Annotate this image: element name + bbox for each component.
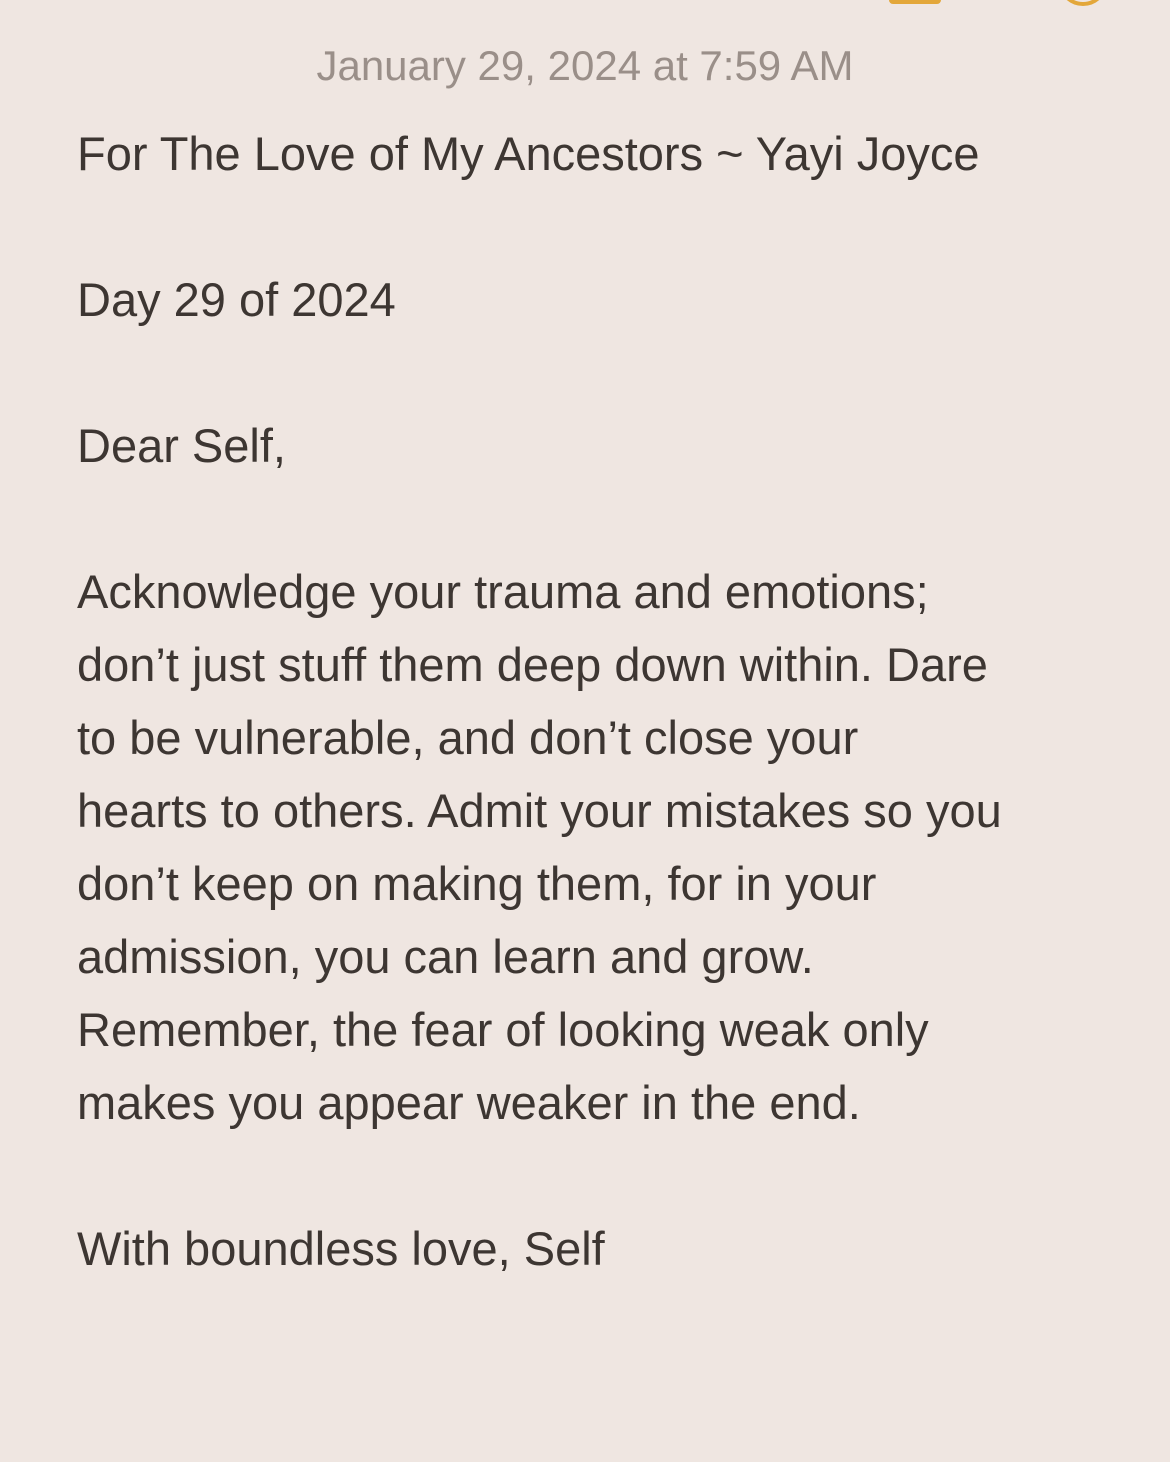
paragraph-line: don’t just stuff them deep down within. Dare (77, 638, 988, 691)
paragraph-line: admission, you can learn and grow. (77, 930, 814, 983)
paragraph-line: hearts to others. Admit your mistakes so you (77, 784, 1002, 837)
note-timestamp: January 29, 2024 at 7:59 AM (316, 42, 854, 89)
note-body[interactable] (77, 117, 1137, 1358)
note-greeting: Dear Self, (77, 419, 286, 472)
paragraph-line: to be vulnerable, and don’t close your (77, 711, 859, 764)
more-icon[interactable] (1058, 0, 1108, 6)
toolbar (0, 0, 1170, 8)
paragraph-line: makes you appear weaker in the end. (77, 1076, 861, 1129)
note-paragraph (77, 555, 1137, 1139)
paragraph-line: don’t keep on making them, for in your (77, 857, 877, 910)
paragraph-line: Acknowledge your trauma and emotions; (77, 565, 929, 618)
note-day-line: Day 29 of 2024 (77, 273, 396, 326)
share-icon[interactable] (889, 0, 941, 4)
note-signoff: With boundless love, Self (77, 1222, 605, 1275)
note-title: For The Love of My Ancestors ~ Yayi Joyce (77, 127, 980, 180)
paragraph-line: Remember, the fear of looking weak only (77, 1003, 929, 1056)
